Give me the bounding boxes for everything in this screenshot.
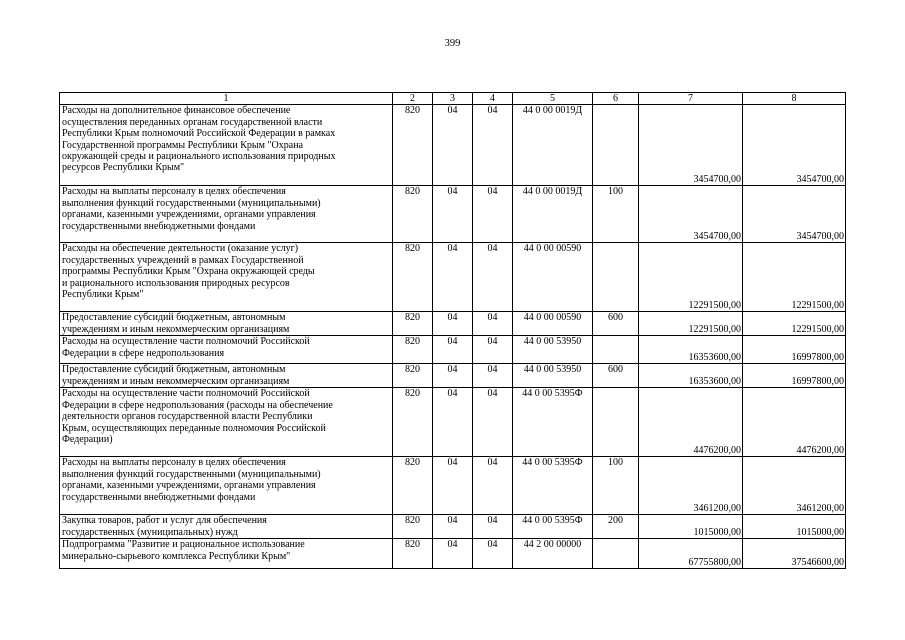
row-amount-year1-cell — [639, 539, 743, 569]
row-name-text: Подпрограмма "Развитие и рациональное использование минерально-сырьевого комплекса Республики Крым" — [62, 539, 305, 562]
row-ministry-code-text: 820 — [405, 539, 420, 551]
row-expense-type-cell — [593, 364, 639, 388]
row-ministry-code-cell — [393, 105, 433, 186]
row-target-article-cell — [513, 457, 593, 515]
row-expense-type-text: 200 — [608, 515, 623, 527]
row-expense-type-cell — [593, 539, 639, 569]
row-expense-type-cell — [593, 515, 639, 539]
row-amount-year1-text: 3454700,00 — [693, 174, 741, 185]
row-subsection-cell — [473, 336, 513, 364]
row-ministry-code-text: 820 — [405, 457, 420, 469]
row-subsection-cell — [473, 105, 513, 186]
row-amount-year2-text: 3454700,00 — [796, 174, 844, 185]
row-amount-year1-cell — [639, 186, 743, 243]
row-expense-type-cell — [593, 388, 639, 457]
row-ministry-code-text: 820 — [405, 515, 420, 527]
row-name-cell — [60, 105, 393, 186]
row-name-cell — [60, 312, 393, 336]
row-name-text: Закупка товаров, работ и услуг для обеспечения государственных (муниципальных) нужд — [62, 515, 267, 538]
row-section-text: 04 — [447, 457, 458, 469]
row-subsection-cell — [473, 186, 513, 243]
table-row — [60, 515, 846, 539]
row-expense-type-text: 600 — [608, 312, 623, 324]
row-ministry-code-text: 820 — [405, 312, 420, 324]
row-name-text: Расходы на дополнительное финансовое обеспечение осуществления переданных органам государственной власти Республики Крым полномочий Российской Федерации в рамках Государственной программы Республики Крым "Охрана окружающей среды и рационального использования природных ресурсов Республики Крым" — [62, 105, 336, 174]
header-cell: 6 — [593, 93, 639, 105]
row-name-text: Расходы на осуществление части полномочий Российской Федерации в сфере недропользования — [62, 336, 310, 359]
row-subsection-cell — [473, 312, 513, 336]
header-cell: 8 — [743, 93, 846, 105]
row-target-article-cell — [513, 186, 593, 243]
row-expense-type-cell — [593, 336, 639, 364]
row-name-cell — [60, 515, 393, 539]
row-target-article-cell — [513, 539, 593, 569]
row-target-article-cell — [513, 336, 593, 364]
row-amount-year2-cell — [743, 364, 846, 388]
header-cell: 2 — [393, 93, 433, 105]
row-amount-year1-cell — [639, 312, 743, 336]
row-target-article-text: 44 0 00 53950 — [523, 364, 582, 376]
row-subsection-cell — [473, 539, 513, 569]
row-target-article-text: 44 0 00 5395Ф — [522, 388, 583, 400]
row-name-cell — [60, 243, 393, 312]
row-amount-year2-text: 16997800,00 — [791, 376, 844, 387]
header-cell: 3 — [433, 93, 473, 105]
row-expense-type-cell — [593, 457, 639, 515]
row-subsection-text: 04 — [487, 312, 498, 324]
row-amount-year2-cell — [743, 243, 846, 312]
row-section-text: 04 — [447, 243, 458, 255]
header-cell: 7 — [639, 93, 743, 105]
row-amount-year2-text: 12291500,00 — [791, 300, 844, 311]
table-row — [60, 539, 846, 569]
row-ministry-code-cell — [393, 336, 433, 364]
row-name-text: Предоставление субсидий бюджетным, автономным учреждениям и иным некоммерческим организациям — [62, 364, 290, 387]
row-amount-year1-cell — [639, 336, 743, 364]
row-name-text: Расходы на выплаты персоналу в целях обеспечения выполнения функций государственными (муниципальными) органами, казенными учреждениями, органами управления государственными внебюджетными фондами — [62, 457, 321, 503]
row-amount-year2-cell — [743, 457, 846, 515]
row-name-cell — [60, 457, 393, 515]
row-expense-type-text: 600 — [608, 364, 623, 376]
row-section-text: 04 — [447, 186, 458, 198]
row-target-article-text: 44 0 00 00590 — [523, 243, 582, 255]
row-ministry-code-cell — [393, 515, 433, 539]
row-subsection-text: 04 — [487, 243, 498, 255]
row-name-cell — [60, 388, 393, 457]
row-amount-year1-text: 16353600,00 — [688, 376, 741, 387]
row-name-cell — [60, 186, 393, 243]
row-section-text: 04 — [447, 515, 458, 527]
row-ministry-code-text: 820 — [405, 186, 420, 198]
row-amount-year2-cell — [743, 388, 846, 457]
row-section-cell — [433, 243, 473, 312]
row-name-cell — [60, 336, 393, 364]
row-ministry-code-text: 820 — [405, 388, 420, 400]
row-ministry-code-text: 820 — [405, 364, 420, 376]
row-section-text: 04 — [447, 336, 458, 348]
table-row — [60, 243, 846, 312]
row-amount-year1-cell — [639, 515, 743, 539]
row-target-article-text: 44 0 00 5395Ф — [522, 457, 583, 469]
row-ministry-code-text: 820 — [405, 243, 420, 255]
header-cell: 4 — [473, 93, 513, 105]
row-section-cell — [433, 515, 473, 539]
table-row — [60, 312, 846, 336]
row-target-article-cell — [513, 105, 593, 186]
row-subsection-cell — [473, 457, 513, 515]
row-target-article-cell — [513, 364, 593, 388]
row-name-text: Расходы на обеспечение деятельности (оказание услуг) государственных учреждений в рамках Государственной программы Республики Крым "Охрана окружающей среды и рационального использования природных ресурсов Республики Крым" — [62, 243, 315, 301]
row-expense-type-cell — [593, 312, 639, 336]
row-subsection-text: 04 — [487, 186, 498, 198]
row-name-cell — [60, 364, 393, 388]
row-amount-year2-text: 1015000,00 — [796, 527, 844, 538]
row-amount-year1-cell — [639, 105, 743, 186]
row-amount-year1-cell — [639, 388, 743, 457]
row-subsection-cell — [473, 364, 513, 388]
row-section-text: 04 — [447, 364, 458, 376]
table-header-row — [60, 93, 846, 105]
row-section-cell — [433, 336, 473, 364]
row-subsection-text: 04 — [487, 515, 498, 527]
table-row — [60, 186, 846, 243]
row-subsection-cell — [473, 243, 513, 312]
row-section-text: 04 — [447, 312, 458, 324]
row-target-article-cell — [513, 388, 593, 457]
row-section-text: 04 — [447, 539, 458, 551]
row-section-cell — [433, 457, 473, 515]
row-subsection-text: 04 — [487, 336, 498, 348]
row-expense-type-cell — [593, 105, 639, 186]
page-number: 399 — [444, 38, 461, 49]
row-expense-type-cell — [593, 186, 639, 243]
row-ministry-code-text: 820 — [405, 105, 420, 117]
row-amount-year2-text: 4476200,00 — [796, 445, 844, 456]
row-amount-year1-text: 4476200,00 — [693, 445, 741, 456]
row-target-article-cell — [513, 312, 593, 336]
table-row — [60, 388, 846, 457]
header-cell: 5 — [513, 93, 593, 105]
row-amount-year2-text: 37546600,00 — [791, 557, 844, 568]
row-ministry-code-cell — [393, 243, 433, 312]
row-subsection-text: 04 — [487, 539, 498, 551]
row-target-article-text: 44 0 00 5395Ф — [522, 515, 583, 527]
row-expense-type-cell — [593, 243, 639, 312]
row-amount-year2-text: 16997800,00 — [791, 352, 844, 363]
row-amount-year1-cell — [639, 364, 743, 388]
row-section-cell — [433, 186, 473, 243]
row-section-text: 04 — [447, 105, 458, 117]
row-subsection-cell — [473, 388, 513, 457]
row-subsection-cell — [473, 515, 513, 539]
table-row — [60, 336, 846, 364]
row-name-text: Предоставление субсидий бюджетным, автономным учреждениям и иным некоммерческим организациям — [62, 312, 290, 335]
table-row — [60, 364, 846, 388]
row-section-cell — [433, 364, 473, 388]
header-cell: 1 — [60, 93, 393, 105]
row-ministry-code-cell — [393, 186, 433, 243]
row-amount-year1-text: 1015000,00 — [693, 527, 741, 538]
row-subsection-text: 04 — [487, 364, 498, 376]
row-section-text: 04 — [447, 388, 458, 400]
row-amount-year2-cell — [743, 539, 846, 569]
row-amount-year1-cell — [639, 457, 743, 515]
table-row — [60, 457, 846, 515]
row-section-cell — [433, 539, 473, 569]
row-target-article-text: 44 0 00 0019Д — [522, 186, 583, 198]
row-expense-type-text: 100 — [608, 457, 623, 469]
row-amount-year2-text: 3454700,00 — [796, 231, 844, 242]
row-amount-year1-text: 3454700,00 — [693, 231, 741, 242]
row-section-cell — [433, 105, 473, 186]
row-amount-year1-cell — [639, 243, 743, 312]
row-target-article-text: 44 0 00 0019Д — [522, 105, 583, 117]
row-ministry-code-cell — [393, 457, 433, 515]
row-ministry-code-cell — [393, 312, 433, 336]
row-expense-type-text: 100 — [608, 186, 623, 198]
row-amount-year2-cell — [743, 186, 846, 243]
table-row — [60, 105, 846, 186]
row-name-text: Расходы на выплаты персоналу в целях обеспечения выполнения функций государственными (муниципальными) органами, казенными учреждениями, органами управления государственными внебюджетными фондами — [62, 186, 321, 232]
row-name-cell — [60, 539, 393, 569]
row-subsection-text: 04 — [487, 105, 498, 117]
row-name-text: Расходы на осуществление части полномочий Российской Федерации в сфере недропользования (расходы на обеспечение деятельности органов государственной власти Республики Крым, осуществляющих переданные полномочия Российской Федерации) — [62, 388, 333, 446]
row-target-article-text: 44 0 00 00590 — [523, 312, 582, 324]
row-subsection-text: 04 — [487, 388, 498, 400]
row-amount-year1-text: 16353600,00 — [688, 352, 741, 363]
row-section-cell — [433, 312, 473, 336]
row-ministry-code-cell — [393, 388, 433, 457]
row-amount-year2-text: 12291500,00 — [791, 324, 844, 335]
row-amount-year1-text: 3461200,00 — [693, 503, 741, 514]
row-ministry-code-text: 820 — [405, 336, 420, 348]
row-section-cell — [433, 388, 473, 457]
row-amount-year2-cell — [743, 312, 846, 336]
row-amount-year1-text: 12291500,00 — [688, 300, 741, 311]
row-amount-year2-cell — [743, 105, 846, 186]
row-target-article-cell — [513, 243, 593, 312]
row-ministry-code-cell — [393, 364, 433, 388]
row-amount-year1-text: 12291500,00 — [688, 324, 741, 335]
row-amount-year2-cell — [743, 515, 846, 539]
row-target-article-text: 44 2 00 00000 — [523, 539, 582, 551]
row-amount-year2-cell — [743, 336, 846, 364]
row-ministry-code-cell — [393, 539, 433, 569]
row-target-article-text: 44 0 00 53950 — [523, 336, 582, 348]
row-subsection-text: 04 — [487, 457, 498, 469]
row-amount-year2-text: 3461200,00 — [796, 503, 844, 514]
budget-table — [59, 92, 846, 569]
row-amount-year1-text: 67755800,00 — [688, 557, 741, 568]
row-target-article-cell — [513, 515, 593, 539]
